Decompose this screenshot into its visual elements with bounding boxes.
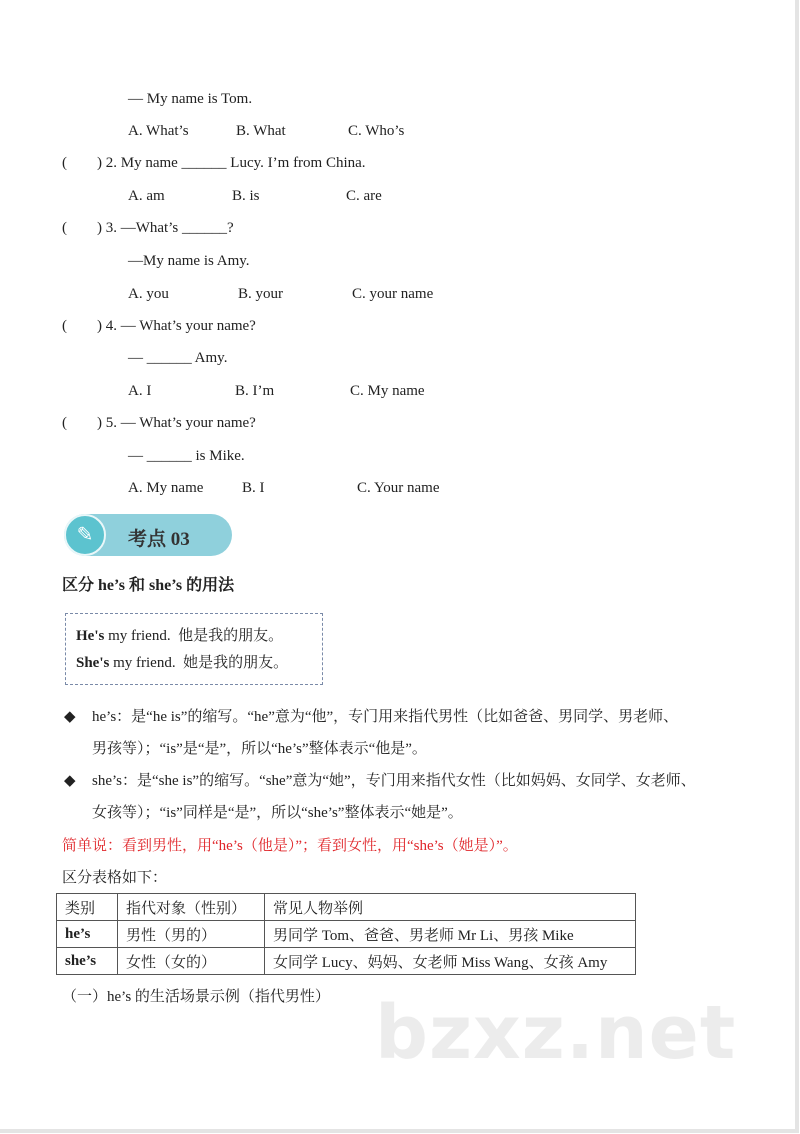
q3-option-b: B. your: [238, 286, 283, 302]
section-title: 区分 he’s 和 she’s 的用法: [62, 577, 235, 594]
q5-option-c: C. Your name: [357, 480, 440, 496]
lightbulb-icon: ✎: [64, 514, 106, 556]
section-badge-label: 考点 03: [128, 529, 190, 550]
q4-stem: ( ) 4. — What’s your name?: [62, 318, 256, 334]
q1-option-c: C. Who’s: [348, 123, 405, 139]
table-cell: 男同学 Tom、爸爸、男老师 Mr Li、男孩 Mike: [265, 921, 636, 948]
table-header: 常见人物举例: [265, 894, 636, 921]
q3-option-a: A. you: [128, 286, 169, 302]
watermark: bzxz.net: [375, 990, 737, 1076]
q2-stem: ( ) 2. My name ______ Lucy. I’m from China.: [62, 155, 366, 171]
q5-stem: ( ) 5. — What’s your name?: [62, 415, 256, 431]
table-intro: 区分表格如下：: [62, 870, 168, 886]
q2-option-c: C. are: [346, 188, 382, 204]
table-cell: 男性（男的）: [118, 921, 265, 948]
q4-answer: — ______ Amy.: [128, 350, 228, 366]
q3-stem: ( ) 3. —What’s ______?: [62, 220, 234, 236]
q1-option-b: B. What: [236, 123, 286, 139]
table-cell: she’s: [57, 948, 118, 975]
q5-option-b: B. I: [242, 480, 265, 496]
table-cell: 女同学 Lucy、妈妈、女老师 Miss Wang、女孩 Amy: [265, 948, 636, 975]
table-header: 类别: [57, 894, 118, 921]
q4-option-b: B. I’m: [235, 383, 275, 399]
q2-option-a: A. am: [128, 188, 165, 204]
bullet-she-line2: 女孩等）；“is”同样是“是”，所以“she’s”整体表示“她是”。: [92, 805, 463, 821]
q1-answer: — My name is Tom.: [128, 91, 253, 107]
q2-option-b: B. is: [232, 188, 260, 204]
diamond-bullet-icon: ◆: [64, 773, 76, 789]
example-2-subject: She's: [76, 655, 110, 671]
comparison-table: [56, 893, 636, 975]
q4-option-a: A. I: [128, 383, 152, 399]
diamond-bullet-icon: ◆: [64, 709, 76, 725]
section-badge: [64, 514, 232, 556]
bullet-he-line2: 男孩等）；“is”是“是”，所以“he’s”整体表示“他是”。: [92, 741, 427, 757]
example-box: [65, 613, 323, 685]
summary: 简单说：看到男性，用“he’s（他是）”；看到女性，用“she’s（她是）”。: [62, 838, 518, 854]
table-header: 指代对象（性别）: [118, 894, 265, 921]
subheading: （一）he’s 的生活场景示例（指代男性）: [62, 989, 330, 1005]
q1-option-a: A. What’s: [128, 123, 189, 139]
table-row: [57, 948, 636, 975]
table-row: [57, 921, 636, 948]
q5-option-a: A. My name: [128, 480, 204, 496]
q5-answer: — ______ is Mike.: [128, 448, 245, 464]
example-1-text: my friend. 他是我的朋友。: [104, 628, 284, 644]
example-1-subject: He's: [76, 628, 105, 644]
q3-answer: —My name is Amy.: [128, 253, 250, 269]
bullet-she-line1: she’s：是“she is”的缩写。“she”意为“她”，专门用来指代女性（比如妈妈、女同学、女老师、: [92, 773, 696, 789]
q3-option-c: C. your name: [352, 286, 434, 302]
bullet-he-line1: he’s：是“he is”的缩写。“he”意为“他”，专门用来指代男性（比如爸爸、男同学、男老师、: [92, 709, 679, 725]
example-2-text: my friend. 她是我的朋友。: [109, 655, 289, 671]
table-cell: he’s: [57, 921, 118, 948]
q4-option-c: C. My name: [350, 383, 425, 399]
table-header-row: [57, 894, 636, 921]
table-cell: 女性（女的）: [118, 948, 265, 975]
